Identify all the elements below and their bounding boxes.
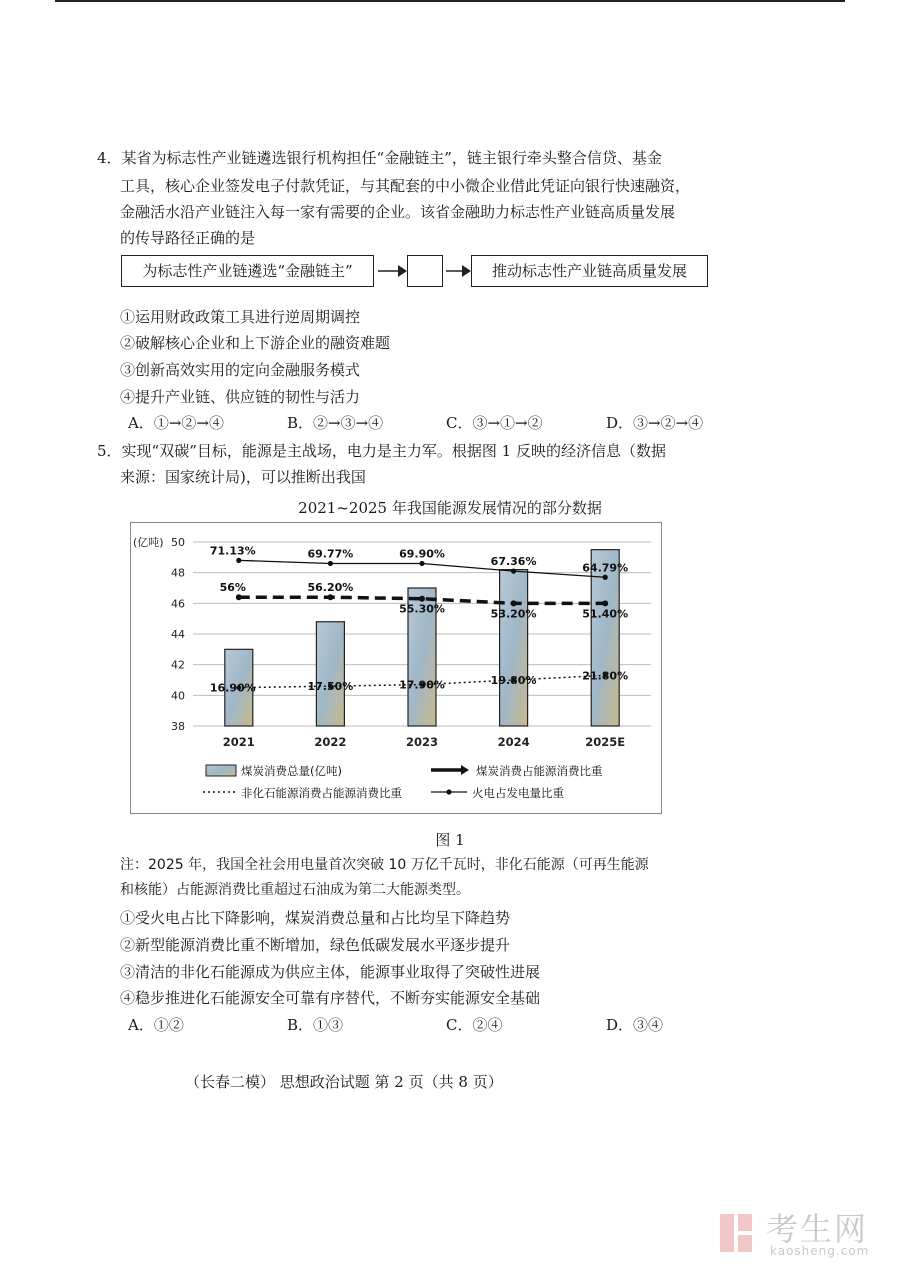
x-tick-label-2022: 2022: [314, 735, 347, 749]
series-0-label-2023: 69.90%: [399, 547, 445, 561]
x-tick-label-2024: 2024: [497, 735, 530, 749]
page-footer: （长春二模） 思想政治试题 第 2 页（共 8 页）: [185, 1073, 503, 1091]
series-0-label-2021: 71.13%: [209, 544, 256, 558]
series-1-point-2021: [236, 594, 242, 600]
y-axis-unit: (亿吨): [133, 536, 164, 549]
energy-chart: [131, 523, 661, 813]
q5-statement-1: ①受火电占比下降影响，煤炭消费总量和占比均呈下降趋势: [120, 909, 511, 927]
series-0-label-2025E: 64.79%: [582, 561, 629, 575]
q5-option-b: B．①③: [287, 1016, 344, 1034]
y-tick-label-50: 50: [171, 536, 185, 549]
q4-statement-4: ④提升产业链、供应链的韧性与活力: [120, 388, 361, 406]
q5-line-1: 5．实现“双碳”目标，能源是主战场，电力是主力军。根据图 1 反映的经济信息（数据: [97, 442, 666, 460]
y-tick-label-48: 48: [171, 566, 185, 580]
top-rule: [55, 0, 845, 2]
legend-swatch-coal-share-arrow: [461, 765, 469, 775]
q4-line-2: 工具，核心企业签发电子付款凭证，与其配套的中小微企业借此凭证向银行快速融资，: [120, 177, 691, 195]
series-1-label-2025E: 51.40%: [582, 607, 629, 621]
q4-statement-1: ①运用财政政策工具进行逆周期调控: [120, 308, 361, 326]
legend-label-bars: 煤炭消费总量(亿吨): [241, 764, 342, 778]
series-0-point-2022: [328, 561, 333, 566]
q4-option-d: D．③→②→④: [606, 414, 704, 432]
x-tick-label-2023: 2023: [405, 735, 439, 749]
flow-end-box: 推动标志性产业链高质量发展: [471, 255, 708, 287]
chart-frame: [130, 522, 662, 814]
series-1-label-2021: 56%: [219, 581, 246, 595]
q4-line-3: 金融活水沿产业链注入每一家有需要的企业。该省金融助力标志性产业链高质量发展: [120, 203, 676, 221]
series-1-label-2022: 56.20%: [307, 581, 354, 595]
y-tick-label-38: 38: [171, 720, 185, 733]
legend-swatch-bars: [206, 765, 236, 776]
series-1-point-2022: [327, 594, 333, 600]
series-2-label-2021: 16.90%: [209, 681, 256, 695]
series-2-label-2024: 19.80%: [490, 674, 537, 687]
y-tick-label-42: 42: [171, 658, 185, 672]
note-line-1: 注：2025 年，我国全社会用电量首次突破 10 万亿千瓦时，非化石能源（可再生能源: [120, 857, 649, 873]
q4-option-c: C．③→①→②: [446, 414, 543, 432]
y-tick-label-40: 40: [171, 689, 185, 703]
watermark-text: 考生网: [766, 1210, 869, 1248]
watermark-url: kaosheng.com: [770, 1244, 870, 1258]
x-tick-label-2021: 2021: [222, 735, 255, 749]
flow-start-box: 为标志性产业链遴选“金融链主”: [121, 255, 374, 287]
series-1-point-2024: [511, 600, 517, 606]
bar-2024: [500, 570, 528, 726]
y-tick-label-46: 46: [171, 597, 185, 611]
q4-statement-2: ②破解核心企业和上下游企业的融资难题: [120, 334, 391, 352]
q5-option-c: C．②④: [446, 1016, 503, 1034]
series-0-point-2023: [419, 561, 424, 566]
q4-option-a: A．①→②→④: [128, 414, 224, 432]
series-1-label-2023: 55.30%: [399, 602, 445, 616]
legend-label-thermal: 火电占发电量比重: [472, 786, 564, 800]
watermark-logo-icon: [716, 1208, 766, 1260]
series-2-label-2025E: 21.80%: [582, 669, 629, 683]
series-0-label-2024: 67.36%: [490, 555, 537, 569]
x-tick-label-2025E: 2025E: [585, 735, 626, 749]
series-0-label-2022: 69.77%: [307, 547, 354, 561]
chart-title: 2021~2025 年我国能源发展情况的部分数据: [298, 499, 602, 517]
flow-arrow-1: [378, 262, 408, 280]
legend-label-nonfossil: 非化石能源消费占能源消费比重: [241, 786, 402, 800]
figure-label: 图 1: [435, 831, 465, 849]
bar-2022: [316, 622, 344, 726]
series-1-point-2025E: [602, 600, 608, 606]
note-line-2: 和核能）占能源消费比重超过石油成为第二大能源类型。: [120, 882, 470, 898]
series-2-label-2022: 17.50%: [307, 680, 354, 694]
series-0-point-2025E: [603, 575, 608, 580]
series-1-label-2024: 53.20%: [490, 607, 537, 621]
q4-statement-3: ③创新高效实用的定向金融服务模式: [120, 361, 361, 379]
q5-statement-4: ④稳步推进化石能源安全可靠有序替代，不断夯实能源安全基础: [120, 989, 541, 1007]
q5-line-2: 来源：国家统计局)，可以推断出我国: [120, 468, 366, 486]
series-1-point-2023: [419, 596, 425, 602]
q5-statement-3: ③清洁的非化石能源成为供应主体，能源事业取得了突破性进展: [120, 963, 541, 981]
q5-option-a: A．①②: [128, 1016, 184, 1034]
series-2-label-2023: 17.90%: [399, 678, 445, 692]
legend-label-coal-share: 煤炭消费占能源消费比重: [476, 764, 603, 778]
q4-line-4: 的传导路径正确的是: [120, 229, 256, 247]
q5-statement-2: ②新型能源消费比重不断增加，绿色低碳发展水平逐步提升: [120, 936, 511, 954]
flow-arrow-2: [446, 262, 472, 280]
q5-option-d: D．③④: [606, 1016, 664, 1034]
q4-line-1: 4．某省为标志性产业链遴选银行机构担任“金融链主”，链主银行牵头整合信贷、基金: [97, 149, 662, 167]
flow-blank-box: [407, 255, 443, 287]
series-0-point-2024: [511, 569, 516, 574]
q4-option-b: B．②→③→④: [287, 414, 384, 432]
series-0-point-2021: [236, 558, 241, 563]
y-tick-label-44: 44: [171, 628, 185, 641]
legend-swatch-thermal-dot: [446, 789, 451, 794]
